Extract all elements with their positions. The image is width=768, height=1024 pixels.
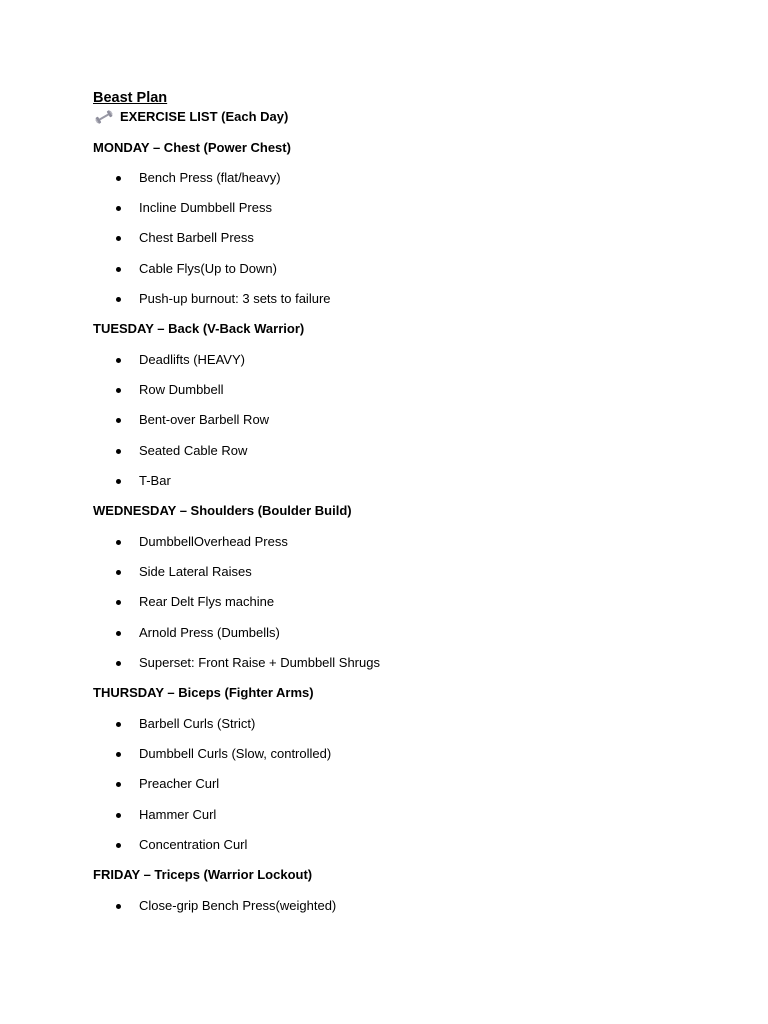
exercise-list	[93, 351, 733, 490]
day-heading: WEDNESDAY – Shoulders (Boulder Build)	[93, 503, 352, 519]
bullet-icon	[116, 782, 121, 787]
list-item	[93, 229, 733, 247]
list-item	[93, 593, 733, 611]
exercise-name: Dumbbell Curls (Slow, controlled)	[139, 746, 332, 762]
exercise-name: Preacher Curl	[139, 776, 220, 792]
exercise-name: Chest Barbell Press	[139, 230, 254, 246]
list-item	[93, 442, 733, 460]
bullet-icon	[116, 540, 121, 545]
exercise-name: Hammer Curl	[139, 806, 217, 822]
exercise-name: Bench Press (flat/heavy)	[139, 169, 281, 185]
bullet-icon	[116, 358, 121, 363]
bullet-icon	[116, 813, 121, 818]
bullet-icon	[116, 722, 121, 727]
list-item	[93, 745, 733, 763]
exercise-list	[93, 715, 733, 854]
exercise-name: Side Lateral Raises	[139, 564, 252, 580]
days-list	[93, 139, 733, 915]
exercise-list	[93, 533, 733, 672]
bullet-icon	[116, 388, 121, 393]
list-item	[93, 563, 733, 581]
list-item	[93, 472, 733, 490]
list-item	[93, 169, 733, 187]
exercise-name: Incline Dumbbell Press	[139, 200, 272, 216]
list-item	[93, 381, 733, 399]
list-item	[93, 351, 733, 369]
exercise-name: Push-up burnout: 3 sets to failure	[139, 290, 331, 306]
bullet-icon	[116, 176, 121, 181]
exercise-list	[93, 897, 733, 915]
list-item	[93, 199, 733, 217]
list-item	[93, 836, 733, 854]
list-item	[93, 290, 733, 308]
list-item	[93, 624, 733, 642]
list-item	[93, 533, 733, 551]
list-item	[93, 260, 733, 278]
list-item	[93, 411, 733, 429]
bullet-icon	[116, 661, 121, 666]
exercise-name: Concentration Curl	[139, 836, 248, 852]
bullet-icon	[116, 570, 121, 575]
bullet-icon	[116, 267, 121, 272]
day-heading: MONDAY – Chest (Power Chest)	[93, 139, 291, 155]
list-item	[93, 806, 733, 824]
bullet-icon	[116, 600, 121, 605]
bullet-icon	[116, 206, 121, 211]
exercise-list	[93, 169, 733, 308]
exercise-name: Arnold Press (Dumbells)	[139, 624, 280, 640]
exercise-list-label: EXERCISE LIST (Each Day)	[120, 109, 289, 124]
day-heading: FRIDAY – Triceps (Warrior Lockout)	[93, 867, 313, 883]
list-item	[93, 654, 733, 672]
exercise-name: Close-grip Bench Press(weighted)	[139, 897, 337, 913]
exercise-name: Bent-over Barbell Row	[139, 412, 270, 428]
day-heading: TUESDAY – Back (V-Back Warrior)	[93, 321, 305, 337]
dumbbell-icon	[95, 110, 113, 124]
exercise-name: Barbell Curls (Strict)	[139, 715, 256, 731]
bullet-icon	[116, 449, 121, 454]
exercise-name: Cable Flys(Up to Down)	[139, 260, 277, 276]
bullet-icon	[116, 236, 121, 241]
document-title: Beast Plan	[93, 90, 168, 106]
exercise-name: Deadlifts (HEAVY)	[139, 351, 245, 367]
exercise-list-heading	[93, 108, 733, 126]
bullet-icon	[116, 752, 121, 757]
bullet-icon	[116, 631, 121, 636]
bullet-icon	[116, 904, 121, 909]
list-item	[93, 897, 733, 915]
exercise-name: Superset: Front Raise + Dumbbell Shrugs	[139, 654, 380, 670]
document-page	[93, 88, 733, 915]
day-heading: THURSDAY – Biceps (Fighter Arms)	[93, 685, 314, 701]
list-item	[93, 775, 733, 793]
exercise-name: Row Dumbbell	[139, 382, 224, 398]
bullet-icon	[116, 297, 121, 302]
bullet-icon	[116, 843, 121, 848]
list-item	[93, 715, 733, 733]
bullet-icon	[116, 418, 121, 423]
exercise-name: Seated Cable Row	[139, 442, 248, 458]
exercise-name: T-Bar	[139, 472, 171, 488]
exercise-name: Rear Delt Flys machine	[139, 594, 275, 610]
exercise-name: DumbbellOverhead Press	[139, 533, 288, 549]
bullet-icon	[116, 479, 121, 484]
